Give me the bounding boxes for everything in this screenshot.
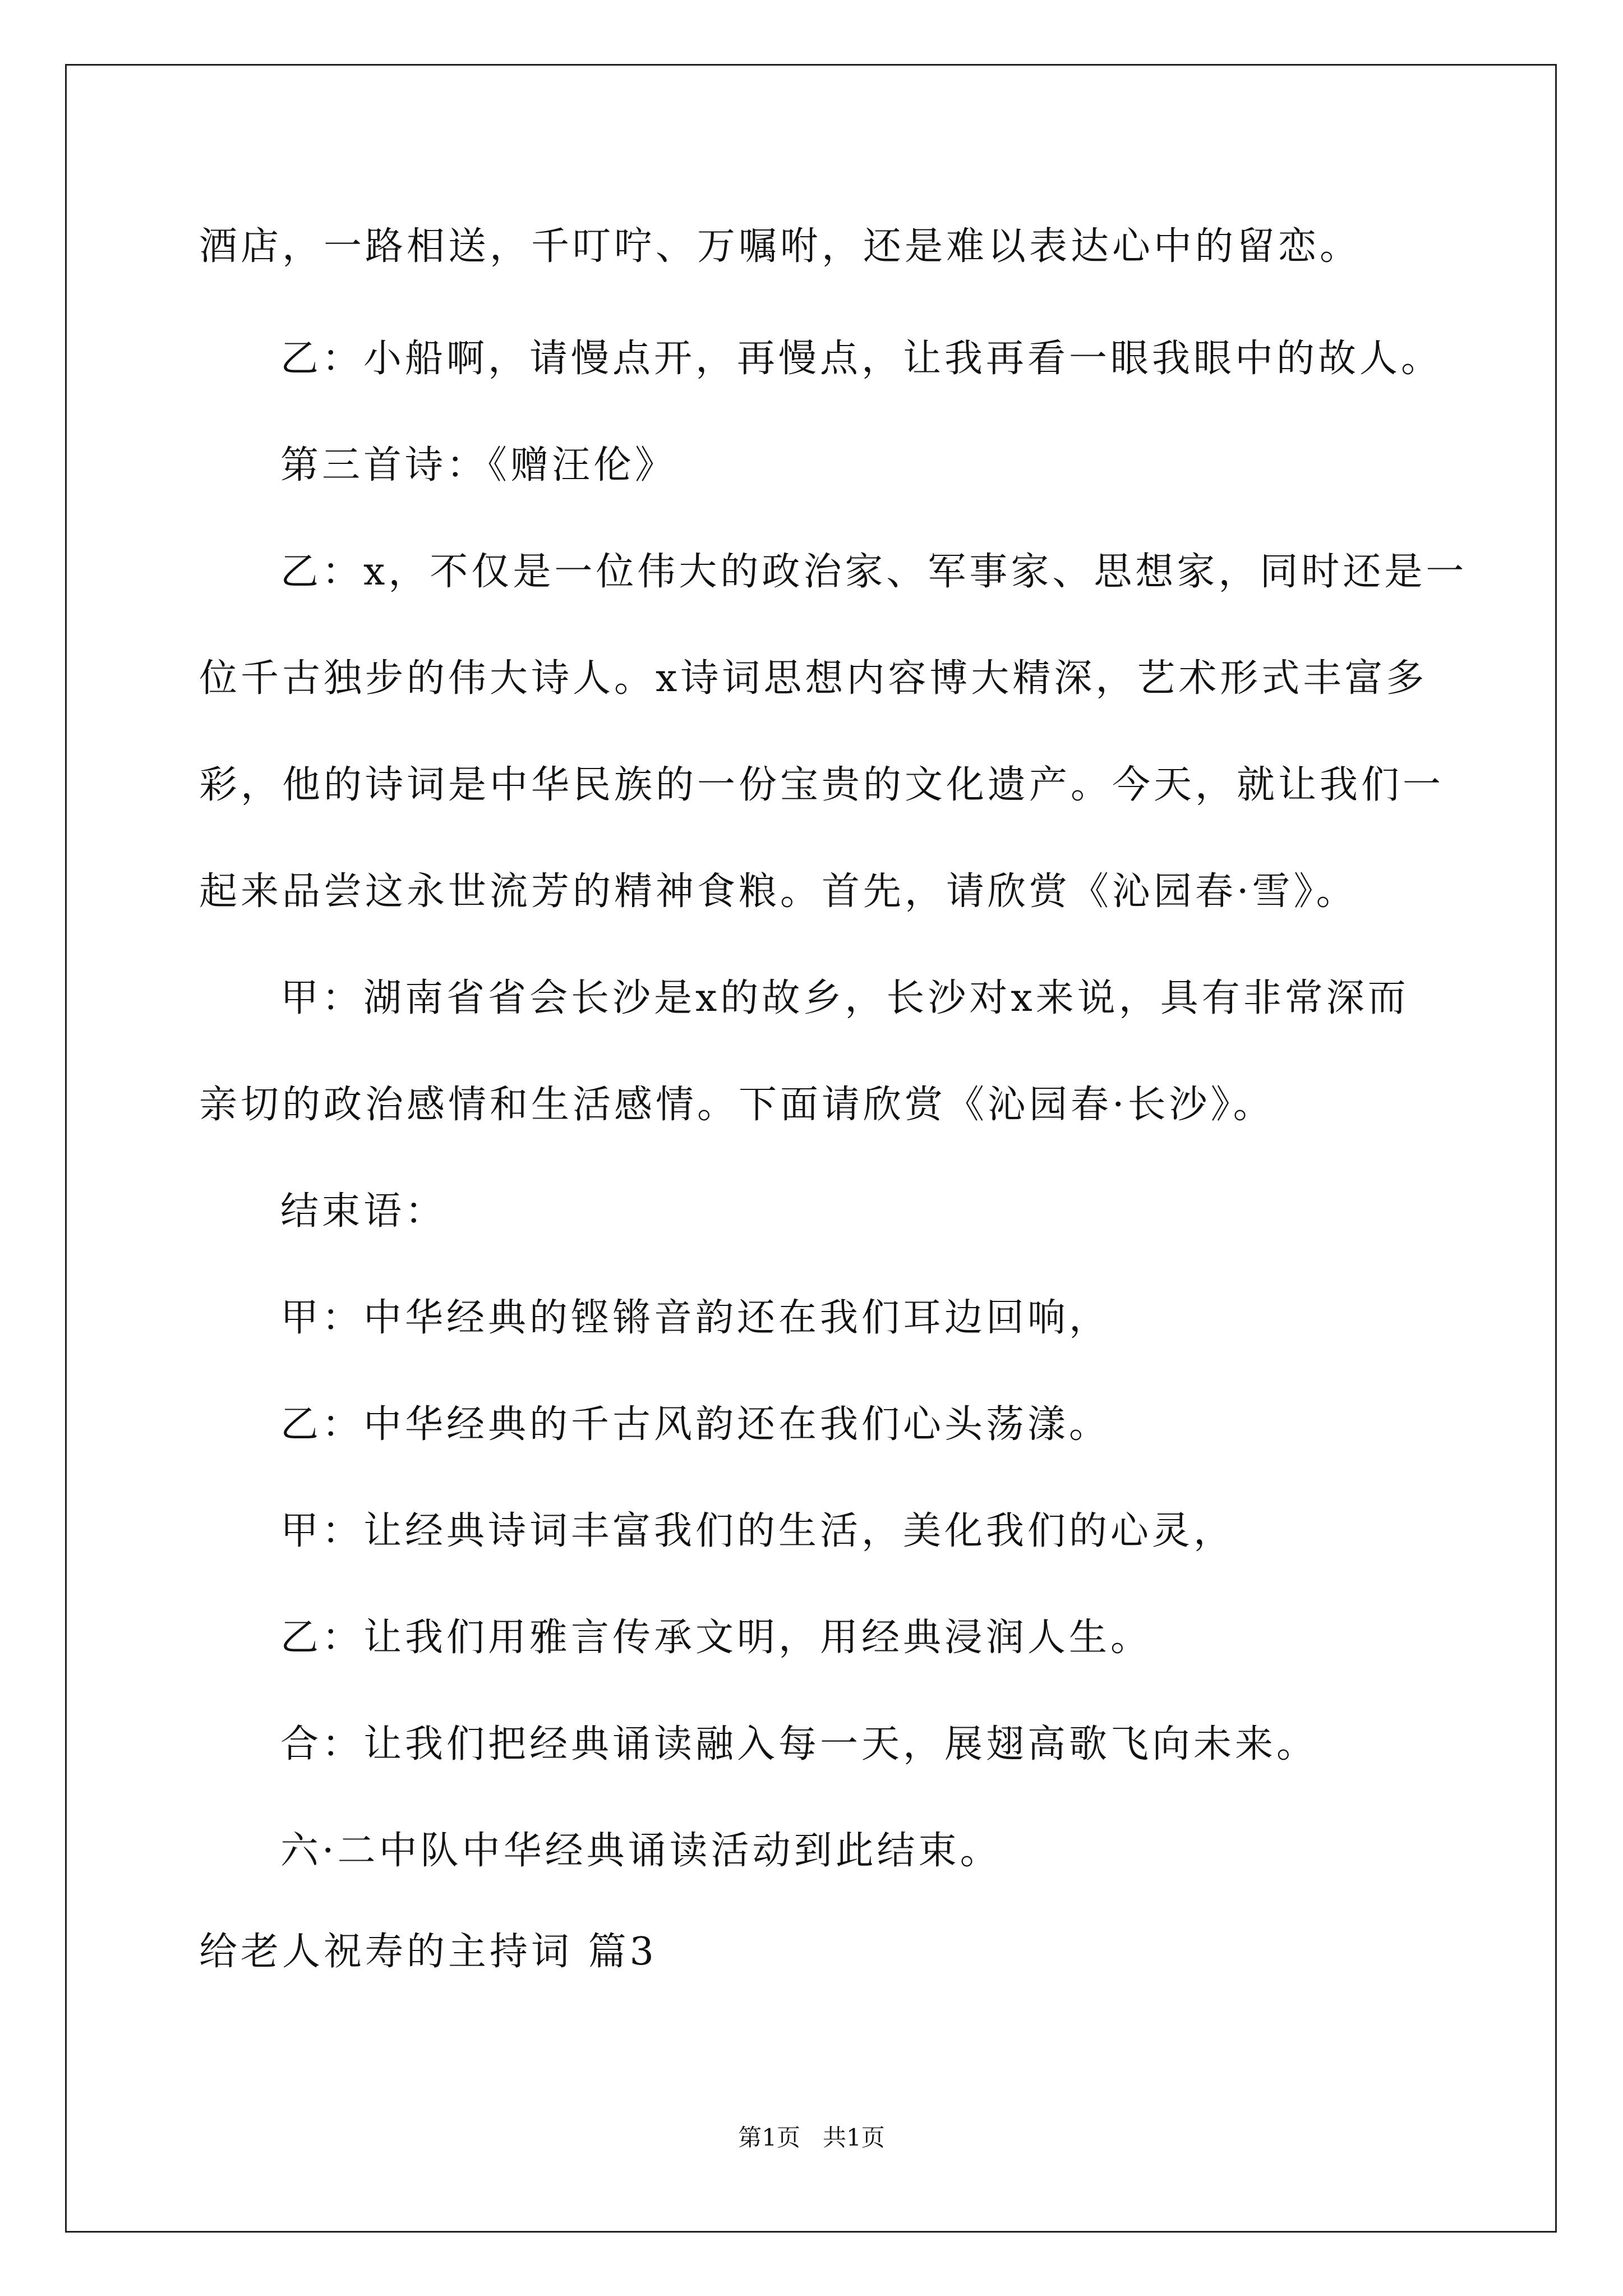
text-line-8: 甲：湖南省省会长沙是x的故乡，长沙对x来说，具有非常深而 <box>280 976 1409 1020</box>
page-footer: 第1页 共1页 <box>738 2124 885 2151</box>
text-line-7: 起来品尝这永世流芳的精神食粮。首先，请欣赏《沁园春·雪》。 <box>199 869 1358 914</box>
text-line-6: 彩，他的诗词是中华民族的一份宝贵的文化遗产。今天，就让我们一 <box>199 763 1445 807</box>
text-line-9: 亲切的政治感情和生活感情。下面请欣赏《沁园春·长沙》。 <box>199 1083 1275 1127</box>
text-line-3: 第三首诗：《赠汪伦》 <box>280 443 677 487</box>
text-line-11: 甲：中华经典的铿锵音韵还在我们耳边回响， <box>280 1296 1111 1340</box>
text-line-2: 乙：小船啊，请慢点开，再慢点，让我再看一眼我眼中的故人。 <box>280 337 1443 381</box>
section-heading: 给老人祝寿的主持词 篇3 <box>199 1930 657 1974</box>
page-border <box>65 64 1557 2233</box>
text-line-15: 合：让我们把经典诵读融入每一天，展翅高歌飞向未来。 <box>280 1722 1318 1766</box>
text-line-13: 甲：让经典诗词丰富我们的生活，美化我们的心灵， <box>280 1509 1235 1553</box>
text-line-16: 六·二中队中华经典诵读活动到此结束。 <box>280 1829 1002 1873</box>
text-line-12: 乙：中华经典的千古风韵还在我们心头荡漾。 <box>280 1402 1111 1447</box>
text-line-4: 乙：x，不仅是一位伟大的政治家、军事家、思想家，同时还是一 <box>280 550 1468 594</box>
text-line-1: 酒店，一路相送，千叮咛、万嘱咐，还是难以表达心中的留恋。 <box>199 224 1362 269</box>
text-line-10: 结束语： <box>280 1189 447 1234</box>
text-line-14: 乙：让我们用雅言传承文明，用经典浸润人生。 <box>280 1616 1152 1660</box>
text-line-5: 位千古独步的伟大诗人。x诗词思想内容博大精深，艺术形式丰富多 <box>199 656 1428 701</box>
